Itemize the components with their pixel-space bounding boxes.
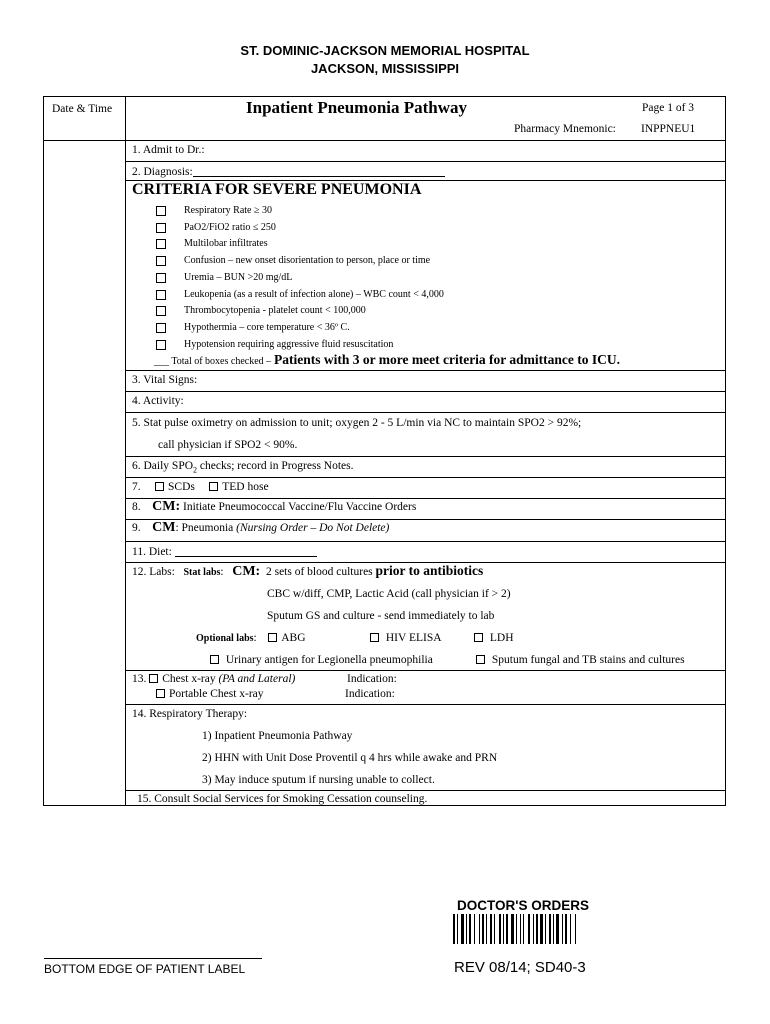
portable-xray-checkbox[interactable] xyxy=(156,689,165,698)
row-line xyxy=(126,704,726,705)
ldh-checkbox[interactable] xyxy=(474,633,483,642)
criteria-checkbox[interactable] xyxy=(156,256,166,266)
doctors-orders-label: DOCTOR'S ORDERS xyxy=(457,898,589,913)
chest-xray-checkbox[interactable] xyxy=(149,674,158,683)
opt-hiv: HIV ELISA xyxy=(370,632,442,644)
hospital-location: JACKSON, MISSISSIPPI xyxy=(310,61,460,76)
item-pneumonia-order: 9. CM: Pneumonia (Nursing Order – Do Not Delete) xyxy=(132,520,390,535)
ted-hose-checkbox[interactable] xyxy=(209,482,218,491)
item-labs: 12. Labs: Stat labs: CM: 2 sets of blood cultures prior to antibiotics xyxy=(132,563,484,579)
item-social-services: 15. Consult Social Services for Smoking Cessation counseling. xyxy=(137,793,428,805)
form-title: Inpatient Pneumonia Pathway xyxy=(246,98,468,117)
scds-checkbox[interactable] xyxy=(155,482,164,491)
hospital-name: ST. DOMINIC-JACKSON MEMORIAL HOSPITAL xyxy=(240,43,530,58)
item-portable-xray: Portable Chest x-ray xyxy=(156,688,264,700)
item-vital-signs: 3. Vital Signs: xyxy=(132,374,198,386)
row-line xyxy=(126,370,726,371)
row-line xyxy=(126,790,726,791)
row-line xyxy=(126,456,726,457)
criteria-label: Respiratory Rate ≥ 30 xyxy=(184,205,272,216)
item-pulse-oximetry-cont: call physician if SPO2 < 90%. xyxy=(158,439,298,451)
barcode xyxy=(452,914,628,944)
criteria-checkbox[interactable] xyxy=(156,239,166,249)
row-line xyxy=(126,412,726,413)
row-line xyxy=(126,541,726,542)
criteria-label: Multilobar infiltrates xyxy=(184,238,268,250)
abg-checkbox[interactable] xyxy=(268,633,277,642)
rt-item-1: 1) Inpatient Pneumonia Pathway xyxy=(202,730,353,742)
item-respiratory-therapy: 14. Respiratory Therapy: xyxy=(132,708,248,720)
item-pulse-oximetry: 5. Stat pulse oximetry on admission to unit; oxygen 2 - 5 L/min via NC to maintain SPO2 > 92%; xyxy=(132,417,582,429)
item-activity: 4. Activity: xyxy=(132,395,184,407)
hiv-checkbox[interactable] xyxy=(370,633,379,642)
criteria-label: Leukopenia (as a result of infection alone) – WBC count < 4,000 xyxy=(184,288,444,300)
row-line xyxy=(126,391,726,392)
urinary-antigen-checkbox[interactable] xyxy=(210,655,219,664)
item-vaccine: 8. CM: Initiate Pneumococcal Vaccine/Flu Vaccine Orders xyxy=(132,499,417,514)
row-line xyxy=(126,477,726,478)
chest-xray-indication: Indication: xyxy=(347,673,397,685)
criteria-checkbox[interactable] xyxy=(156,206,166,216)
criteria-checkbox[interactable] xyxy=(156,323,166,333)
criteria-title: CRITERIA FOR SEVERE PNEUMONIA xyxy=(132,181,422,198)
criteria-checkbox[interactable] xyxy=(156,290,166,300)
labs-line-2: CBC w/diff, CMP, Lactic Acid (call physician if > 2) xyxy=(267,588,511,600)
criteria-label: Hypothermia – core temperature < 36º C. xyxy=(184,321,350,333)
patient-label-text: BOTTOM EDGE OF PATIENT LABEL xyxy=(44,962,246,976)
opt-sputum: Sputum fungal and TB stains and cultures xyxy=(476,654,685,666)
rt-item-2: 2) HHN with Unit Dose Proventil q 4 hrs while awake and PRN xyxy=(202,752,498,764)
item-diet[interactable]: 11. Diet: xyxy=(132,545,317,558)
criteria-label: Uremia – BUN >20 mg/dL xyxy=(184,271,293,283)
mnemonic-value: INPPNEU1 xyxy=(641,123,696,135)
labs-line-3: Sputum GS and culture - send immediately to lab xyxy=(267,610,495,622)
revision-code: REV 08/14; SD40-3 xyxy=(454,959,586,976)
total-checked: ___ Total of boxes checked – Patients with 3 or more meet criteria for admittance to ICU. xyxy=(154,352,621,367)
criteria-checkbox[interactable] xyxy=(156,340,166,350)
item-diagnosis[interactable]: 2. Diagnosis: xyxy=(132,165,445,178)
opt-ldh: LDH xyxy=(474,632,514,644)
item-admit: 1. Admit to Dr.: xyxy=(132,144,205,156)
rt-item-3: 3) May induce sputum if nursing unable to collect. xyxy=(202,774,435,786)
criteria-label: Hypotension requiring aggressive fluid resuscitation xyxy=(184,338,394,350)
mnemonic-label: Pharmacy Mnemonic: xyxy=(514,123,616,135)
row-line xyxy=(44,140,726,141)
item-daily-spo2: 6. Daily $SPO_2$ checks; record in Progress Notes. xyxy=(132,460,354,475)
criteria-label: Confusion – new onset disorientation to person, place or time xyxy=(184,255,431,267)
optional-labs: Optional labs: ABG xyxy=(196,632,306,644)
row-line xyxy=(126,161,726,162)
page-number: Page 1 of 3 xyxy=(642,102,695,114)
order-form xyxy=(43,96,726,806)
criteria-checkbox[interactable] xyxy=(156,223,166,233)
patient-label-line xyxy=(44,958,262,959)
sputum-fungal-checkbox[interactable] xyxy=(476,655,485,664)
portable-xray-indication: Indication: xyxy=(345,688,395,700)
criteria-label: PaO2/FiO2 ratio ≤ 250 xyxy=(184,221,276,233)
criteria-checkbox[interactable] xyxy=(156,273,166,283)
row-line xyxy=(126,670,726,671)
criteria-label: Thrombocytopenia - platelet count < 100,000 xyxy=(184,305,366,317)
date-time-label: Date & Time xyxy=(52,103,113,115)
date-column-divider xyxy=(125,97,126,806)
opt-urinary: Urinary antigen for Legionella pneumophilia xyxy=(210,654,433,666)
item-scds-ted: 7. SCDs TED hose xyxy=(132,481,269,493)
item-chest-xray: 13. Chest x-ray (PA and Lateral) xyxy=(132,673,296,685)
criteria-checkbox[interactable] xyxy=(156,306,166,316)
